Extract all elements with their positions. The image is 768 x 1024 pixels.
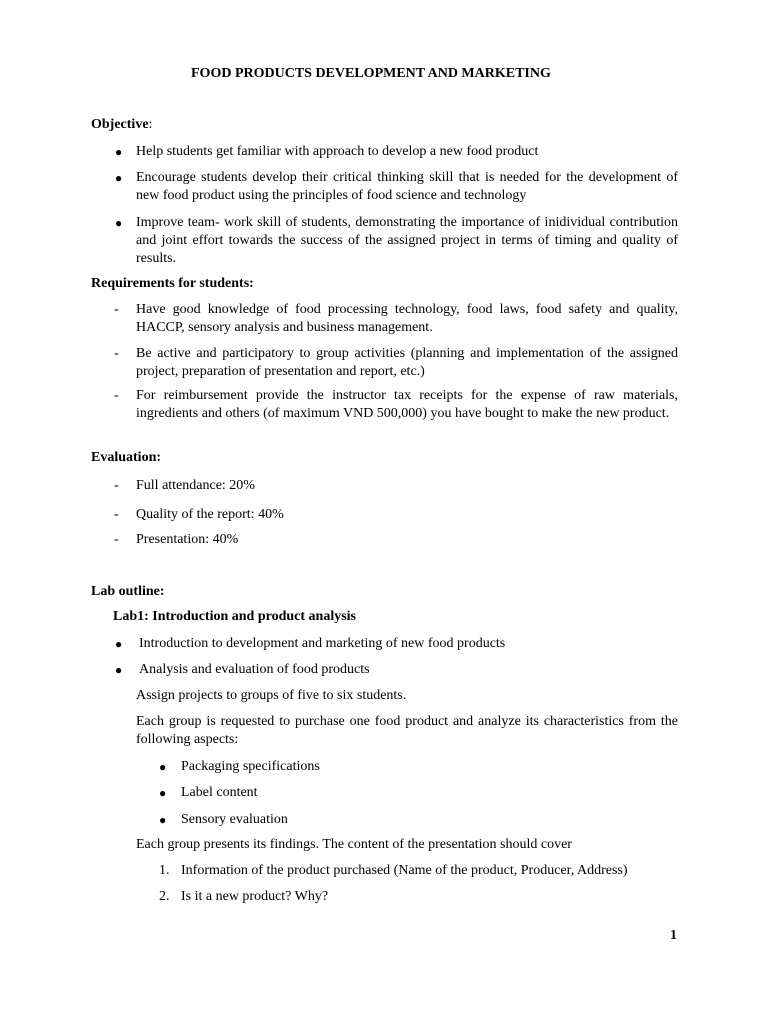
objective-item-2: Encourage students develop their critical thinking skill that is needed for the development of new food product using the principles of food science and technology xyxy=(136,170,678,203)
lab-outline-heading: Lab outline: xyxy=(91,584,165,599)
bullet-icon: ● xyxy=(159,786,167,800)
evaluation-item-2: Quality of the report: 40% xyxy=(136,507,284,522)
bullet-icon: ● xyxy=(115,663,123,677)
dash-marker: - xyxy=(114,532,119,547)
page-number: 1 xyxy=(670,928,677,943)
objective-heading: Objective: xyxy=(91,117,153,132)
dash-marker: - xyxy=(114,478,119,493)
bullet-icon: ● xyxy=(115,145,123,159)
dash-marker: - xyxy=(114,302,119,317)
numbered-item-1: Information of the product purchased (Name of the product, Producer, Address) xyxy=(181,863,628,878)
lab1-bullet-2: Analysis and evaluation of food products xyxy=(139,662,370,677)
numbered-marker: 1. xyxy=(159,863,170,878)
lab1-assign-text: Assign projects to groups of five to six students. xyxy=(136,688,407,703)
objective-item-1: Help students get familiar with approach to develop a new food product xyxy=(136,144,539,159)
bullet-icon: ● xyxy=(159,813,167,827)
lab1-purchase-text: Each group is requested to purchase one food product and analyze its characteristics from the following aspects: xyxy=(136,714,678,747)
lab1-bullet-1: Introduction to development and marketing of new food products xyxy=(139,636,506,651)
document-title: FOOD PRODUCTS DEVELOPMENT AND MARKETING xyxy=(191,66,551,81)
requirement-item-2: Be active and participatory to group activities (planning and implementation of the assigned project, preparation of presentation and report, etc.) xyxy=(136,346,678,379)
dash-marker: - xyxy=(114,346,119,361)
evaluation-item-1: Full attendance: 20% xyxy=(136,478,255,493)
evaluation-item-3: Presentation: 40% xyxy=(136,532,239,547)
numbered-marker: 2. xyxy=(159,889,170,904)
dash-marker: - xyxy=(114,388,119,403)
lab1-heading: Lab1: Introduction and product analysis xyxy=(113,609,356,624)
lab1-presents-text: Each group presents its findings. The content of the presentation should cover xyxy=(136,837,572,852)
requirements-heading: Requirements for students: xyxy=(91,276,254,291)
bullet-icon: ● xyxy=(115,171,123,185)
bullet-icon: ● xyxy=(115,216,123,230)
dash-marker: - xyxy=(114,507,119,522)
aspect-item-3: Sensory evaluation xyxy=(181,812,288,827)
numbered-item-2: Is it a new product? Why? xyxy=(181,889,329,904)
aspect-item-1: Packaging specifications xyxy=(181,759,320,774)
aspect-item-2: Label content xyxy=(181,785,258,800)
bullet-icon: ● xyxy=(159,760,167,774)
bullet-icon: ● xyxy=(115,637,123,651)
requirement-item-3: For reimbursement provide the instructor tax receipts for the expense of raw materials, ingredients and others (of maximum VND 500,000) you have bought to make the new product. xyxy=(136,388,678,421)
objective-item-3: Improve team- work skill of students, demonstrating the importance of inidividual contribution and joint effort towards the success of the assigned project in terms of timing and quality of results. xyxy=(136,215,678,266)
requirement-item-1: Have good knowledge of food processing technology, food laws, food safety and quality, HACCP, sensory analysis and business management. xyxy=(136,302,678,335)
evaluation-heading: Evaluation: xyxy=(91,450,162,465)
